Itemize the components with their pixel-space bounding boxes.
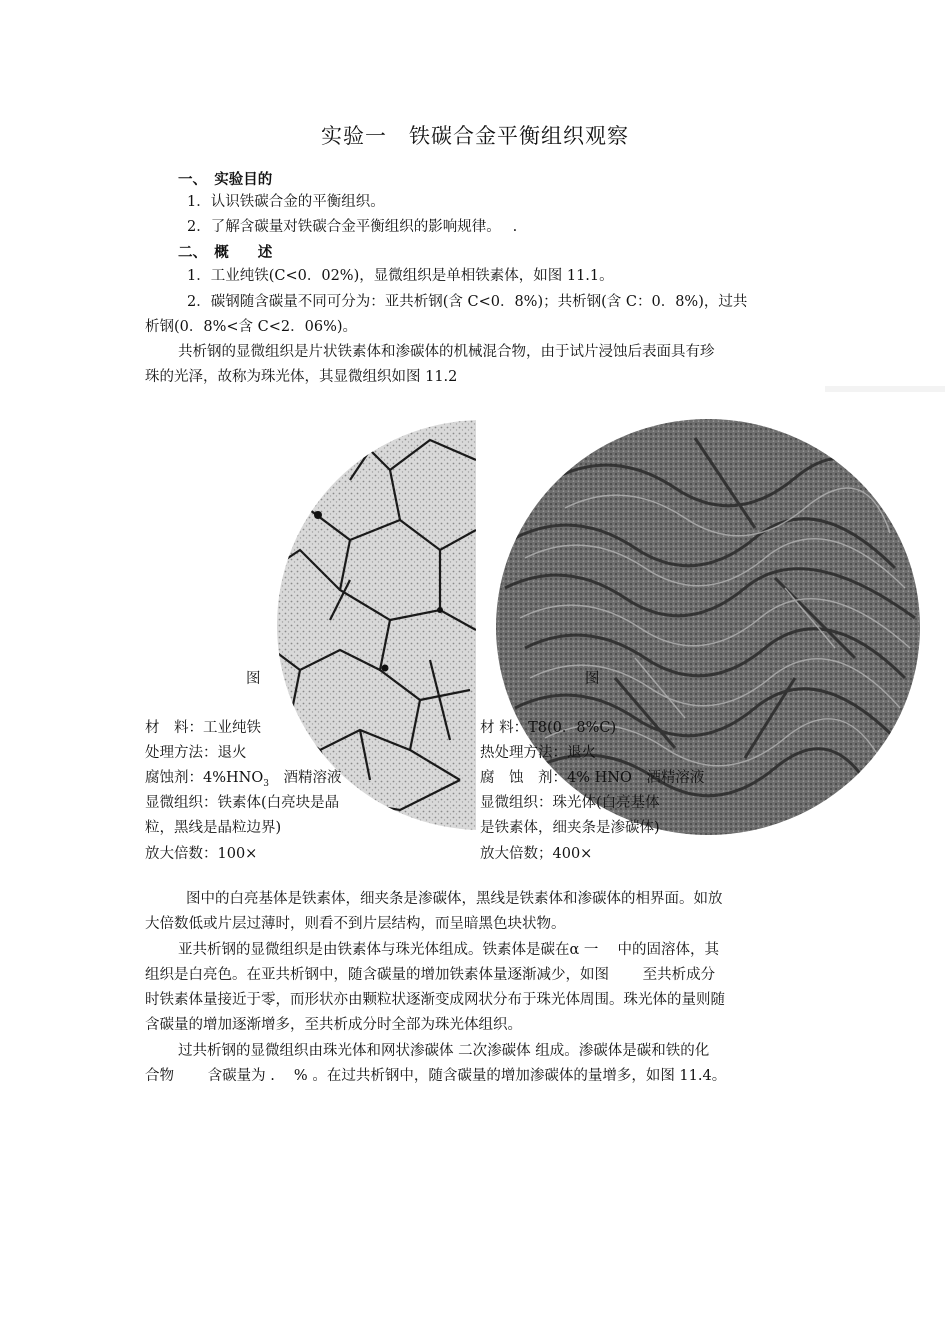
scan-artifact — [825, 386, 945, 392]
overview-item-2-line1: 2．碳钢随含碳量不同可分为：亚共析钢(含 C<0．8%)；共析钢(含 C：0．8%)，过共 — [187, 294, 748, 310]
right-caption-magnification: 放大倍数；400× — [480, 846, 593, 862]
body-p3-line2: 合物 含碳量为 . % 。在过共析钢中，随含碳量的增加渗碳体的量增多，如图 11.4。 — [145, 1068, 727, 1084]
body-p1-line2: 大倍数低或片层过薄时，则看不到片层结构，而呈暗黑色块状物。 — [145, 916, 566, 932]
objective-item-2: 2．了解含碳量对铁碳合金平衡组织的影响规律。 . — [187, 219, 518, 235]
left-caption-material: 材 料：工业纯铁 — [145, 720, 261, 736]
objective-item-1: 1．认识铁碳合金的平衡组织。 — [187, 194, 385, 210]
left-caption-etchant: 腐蚀剂：$4\%HNO_3$ 酒精溶液 — [145, 770, 342, 789]
section2-heading: 二、 概 述 — [178, 245, 273, 261]
right-caption-material: 材 料：T8(0．8%C) — [480, 720, 617, 736]
left-caption-structure-cont: 粒，黑线是晶粒边界) — [145, 820, 282, 836]
right-caption-treatment: 热处理方法：退火 — [480, 745, 596, 761]
body-p2-line2: 组织是白亮色。在亚共析钢中，随含碳量的增加铁素体量逐渐减少，如图 至共析成分 — [145, 967, 716, 983]
body-p2-line3: 时铁素体量接近于零，而形状亦由颗粒状逐渐变成网状分布于珠光体周围。珠光体的量则随 — [145, 992, 725, 1008]
body-p3-line1: 过共析钢的显微组织由珠光体和网状渗碳体 二次渗碳体 组成。渗碳体是碳和铁的化 — [178, 1043, 710, 1059]
body-p2-line1: 亚共析钢的显微组织是由铁素体与珠光体组成。铁素体是碳在α 一 中的固溶体，其 — [178, 942, 720, 958]
overview-item-2-line2: 析钢(0．8%<含 C<2．06%)。 — [145, 319, 357, 335]
left-caption-treatment: 处理方法：退火 — [145, 745, 247, 761]
overview-item-1: 1．工业纯铁(C<0．02%)，显微组织是单相铁素体，如图 11.1。 — [187, 268, 614, 284]
eutectoid-para-line2: 珠的光泽，故称为珠光体，其显微组织如图 11.2 — [145, 369, 458, 385]
right-caption-structure: 显微组织：珠光体(白亮基体 — [480, 795, 660, 811]
body-p1-line1: 图中的白亮基体是铁素体，细夹条是渗碳体，黑线是铁素体和渗碳体的相界面。如放 — [186, 891, 723, 907]
body-p2-line4: 含碳量的增加逐渐增多，至共析成分时全部为珠光体组织。 — [145, 1017, 522, 1033]
right-caption-etchant: 腐 蚀 剂：4% HNO 酒精溶液 — [480, 770, 705, 786]
left-caption-magnification: 放大倍数：100× — [145, 846, 258, 862]
figure-right-label: 图 — [585, 671, 600, 687]
right-caption-structure-cont: 是铁素体，细夹条是渗碳体) — [480, 820, 660, 836]
figure-left-label: 图 — [246, 671, 261, 687]
section1-heading: 一、 实验目的 — [178, 172, 273, 188]
eutectoid-para-line1: 共析钢的显微组织是片状铁素体和渗碳体的机械混合物，由于试片浸蚀后表面具有珍 — [178, 344, 715, 360]
page-title: 实验一 铁碳合金平衡组织观察 — [321, 124, 629, 148]
left-caption-structure: 显微组织：铁素体(白亮块是晶 — [145, 795, 340, 811]
